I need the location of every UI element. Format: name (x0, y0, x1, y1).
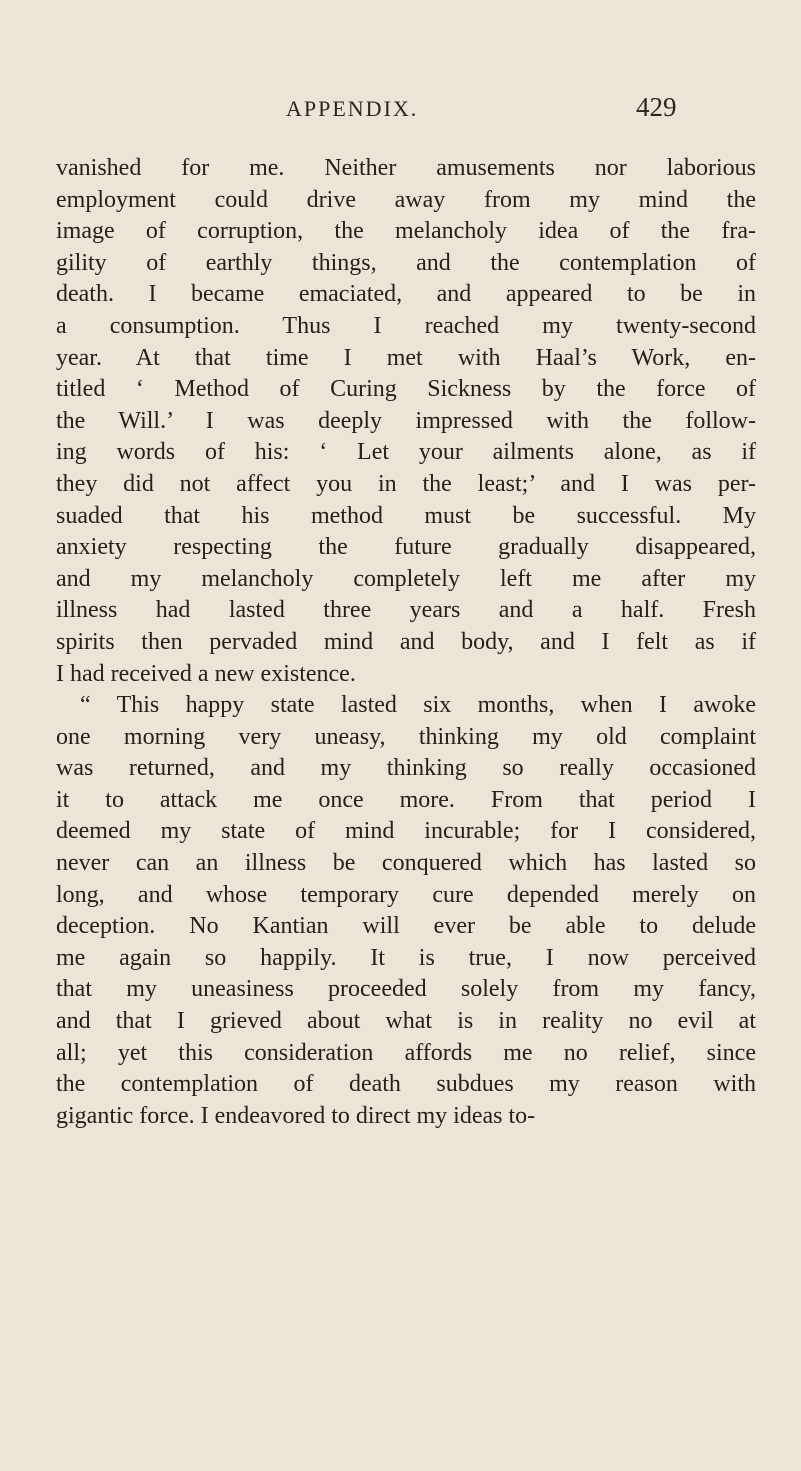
text-line: titled ‘ Method of Curing Sickness by the force of (56, 376, 756, 403)
text-line: deemed my state of mind incurable; for I considered, (56, 818, 756, 845)
text-line: gigantic force. I endeavored to direct my ideas to- (56, 1102, 536, 1129)
text-line: one morning very uneasy, thinking my old complaint (56, 723, 756, 750)
text-line: never can an illness be conquered which has lasted so (56, 850, 756, 877)
text-line: deception. No Kantian will ever be able to delude (56, 913, 756, 940)
text-line: me again so happily. It is true, I now perceived (56, 944, 756, 971)
text-line: long, and whose temporary cure depended merely on (56, 881, 756, 908)
text-line: employment could drive away from my mind the (56, 186, 756, 213)
text-line: that my uneasiness proceeded solely from my fancy, (56, 976, 756, 1003)
page-number: 429 (636, 92, 677, 122)
text-line: death. I became emaciated, and appeared to be in (56, 281, 756, 308)
running-title: APPENDIX. (286, 96, 419, 121)
text-line: illness had lasted three years and a half. Fresh (56, 597, 756, 624)
text-line: and that I grieved about what is in reality no evil at (56, 1008, 756, 1035)
text-line: suaded that his method must be successful. My (56, 502, 756, 529)
text-line: year. At that time I met with Haal’s Work, en- (56, 344, 756, 371)
body-text (56, 153, 756, 1132)
text-line: image of corruption, the melancholy idea of the fra- (56, 218, 756, 245)
text-line: a consumption. Thus I reached my twenty-second (56, 312, 756, 339)
text-line: the Will.’ I was deeply impressed with the follow- (56, 407, 756, 434)
paragraph-first-line: “ This happy state lasted six months, when I awoke (80, 692, 756, 719)
text-line: spirits then pervaded mind and body, and I felt as if (56, 628, 756, 655)
text-line: was returned, and my thinking so really occasioned (56, 755, 756, 782)
running-head (0, 92, 801, 132)
text-line: gility of earthly things, and the contemplation of (56, 249, 756, 276)
paragraph-last-line: I had received a new existence. (56, 660, 356, 687)
text-line: the contemplation of death subdues my reason with (56, 1071, 756, 1098)
text-line: all; yet this consideration affords me no relief, since (56, 1039, 756, 1066)
text-line: anxiety respecting the future gradually disappeared, (56, 534, 756, 561)
text-line: vanished for me. Neither amusements nor laborious (56, 155, 756, 181)
text-line: it to attack me once more. From that period I (56, 786, 756, 813)
text-line: and my melancholy completely left me after my (56, 565, 756, 592)
text-line: ing words of his: ‘ Let your ailments alone, as if (56, 439, 756, 466)
text-line: they did not affect you in the least;’ and I was per- (56, 470, 756, 497)
